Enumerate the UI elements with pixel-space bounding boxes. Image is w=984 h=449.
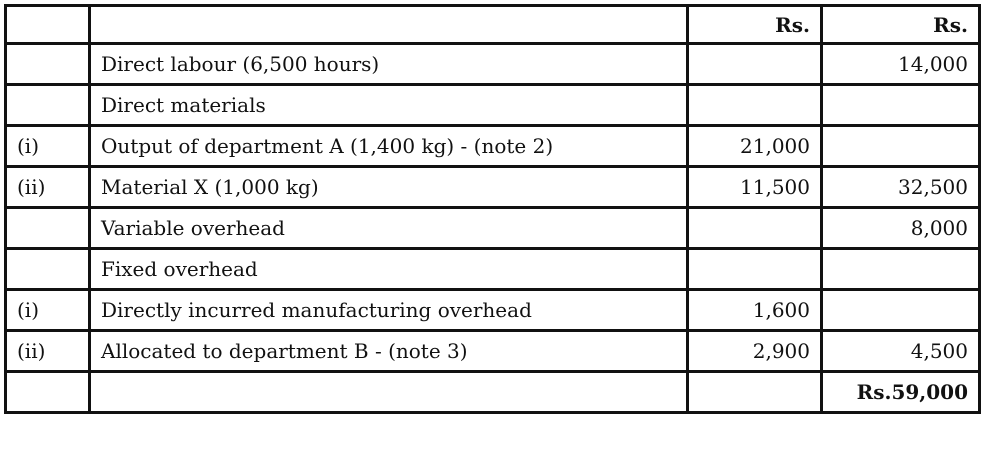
amount-col2-cell: 8,000 <box>822 208 980 249</box>
ref-cell <box>6 249 90 290</box>
amount-col1-cell: 11,500 <box>688 167 822 208</box>
description-cell: Direct materials <box>90 85 688 126</box>
amount-col2-cell <box>822 85 980 126</box>
ref-cell: (ii) <box>6 167 90 208</box>
description-cell: Output of department A (1,400 kg) - (note 2) <box>90 126 688 167</box>
table-row <box>6 44 980 85</box>
amount-col2-cell: 32,500 <box>822 167 980 208</box>
amount-col2-cell <box>822 249 980 290</box>
description-cell: Variable overhead <box>90 208 688 249</box>
amount-col1-cell: 21,000 <box>688 126 822 167</box>
amount-col2-cell: 14,000 <box>822 44 980 85</box>
amount-col1-cell <box>688 85 822 126</box>
total-row <box>6 372 980 413</box>
ref-cell <box>6 85 90 126</box>
amount-col2-cell <box>822 126 980 167</box>
table-row <box>6 290 980 331</box>
ref-cell: (i) <box>6 126 90 167</box>
description-cell: Allocated to department B - (note 3) <box>90 331 688 372</box>
header-description-cell <box>90 6 688 44</box>
cost-table <box>4 4 981 414</box>
ref-cell: (ii) <box>6 331 90 372</box>
description-cell: Fixed overhead <box>90 249 688 290</box>
amount-col1-cell: 1,600 <box>688 290 822 331</box>
ref-cell <box>6 208 90 249</box>
amount-col1-cell <box>688 249 822 290</box>
amount-col1-cell <box>688 208 822 249</box>
description-cell: Material X (1,000 kg) <box>90 167 688 208</box>
table-row <box>6 208 980 249</box>
header-col1-cell: Rs. <box>688 6 822 44</box>
ref-cell: (i) <box>6 290 90 331</box>
total-amount-cell: Rs.59,000 <box>822 372 980 413</box>
table-row <box>6 126 980 167</box>
header-row <box>6 6 980 44</box>
total-col1-cell <box>688 372 822 413</box>
total-description-cell <box>90 372 688 413</box>
ref-cell <box>6 44 90 85</box>
amount-col2-cell <box>822 290 980 331</box>
table-row <box>6 331 980 372</box>
amount-col1-cell: 2,900 <box>688 331 822 372</box>
description-cell: Directly incurred manufacturing overhead <box>90 290 688 331</box>
header-ref-cell <box>6 6 90 44</box>
total-ref-cell <box>6 372 90 413</box>
header-col2-cell: Rs. <box>822 6 980 44</box>
table-row <box>6 167 980 208</box>
description-cell: Direct labour (6,500 hours) <box>90 44 688 85</box>
amount-col1-cell <box>688 44 822 85</box>
table-row <box>6 85 980 126</box>
amount-col2-cell: 4,500 <box>822 331 980 372</box>
table-row <box>6 249 980 290</box>
